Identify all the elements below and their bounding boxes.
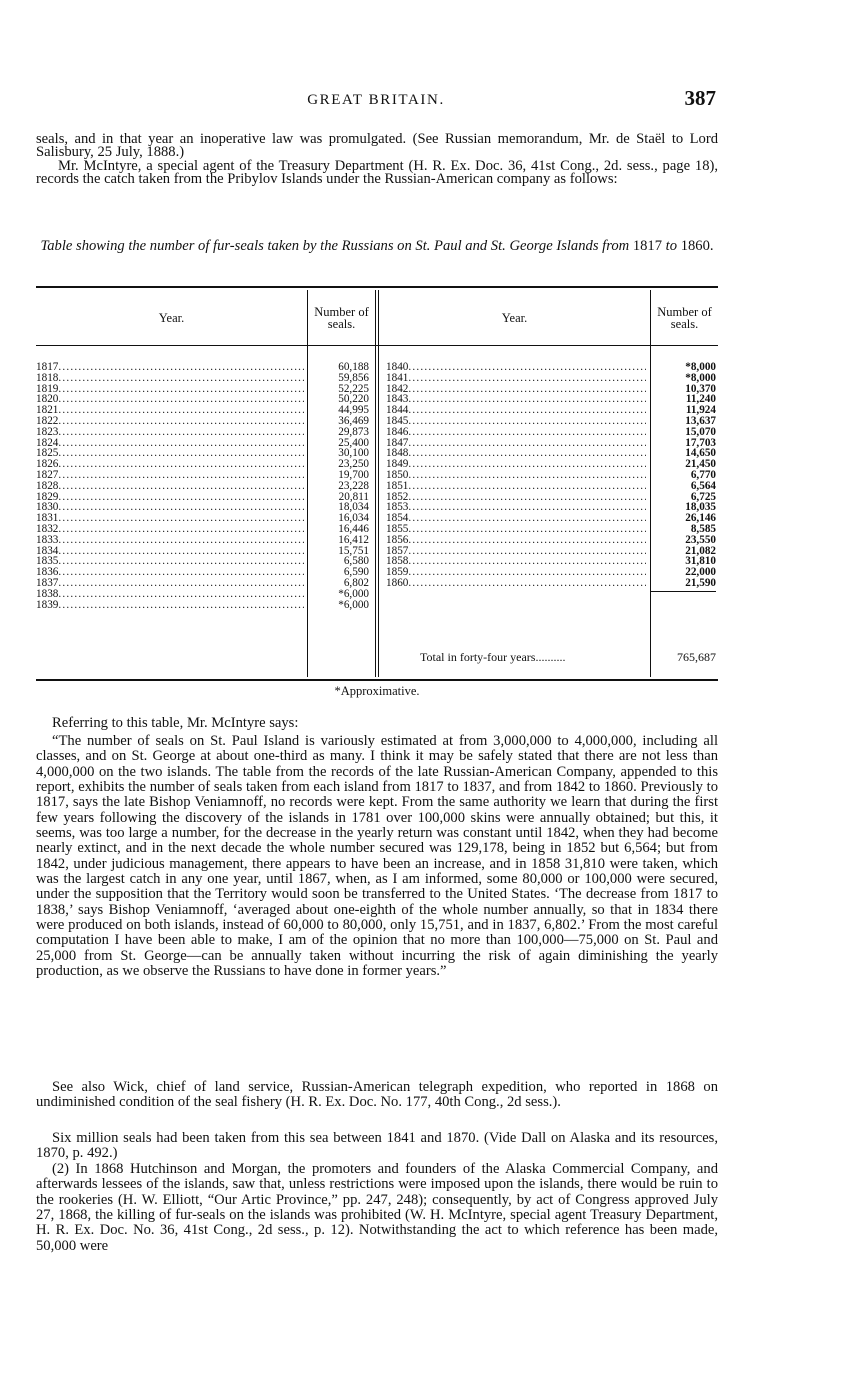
table-row-value: 18,035 [685, 502, 716, 514]
total-rule [651, 591, 716, 592]
table-row-year: 1834 ..... [36, 546, 304, 557]
table-row-year: 1823 ..... [36, 427, 304, 438]
table-row-year: 1843 ..... [386, 394, 646, 405]
table-row-year: 1839 ..... [36, 600, 304, 611]
table-row-year: 1838 ..... [36, 589, 304, 600]
header-number: Number of seals. [314, 305, 369, 331]
left-value-column [308, 362, 369, 610]
table-row-year: 1849 ..... [386, 459, 646, 470]
table-row-year: 1832 ..... [36, 524, 304, 535]
table-row-value: 26,146 [685, 513, 716, 524]
table-row-value: 25,400 [338, 437, 369, 449]
right-year-column [386, 362, 646, 589]
table-row-year: 1820 ..... [36, 394, 304, 405]
body-paragraph-1: Referring to this table, Mr. McIntyre says: [52, 715, 299, 731]
table-row-year: 1850 ..... [386, 470, 646, 481]
table-row-value: 21,450 [685, 459, 716, 470]
caption-to: to [665, 238, 678, 254]
caption-year-end: 1860. [680, 238, 714, 254]
table-row-year: 1822 ..... [36, 416, 304, 427]
running-head [36, 86, 716, 114]
table-row-value: 20,811 [338, 491, 369, 503]
table-row-value: 44,995 [338, 405, 369, 416]
table-row-year: 1821 ..... [36, 405, 304, 416]
table-row-year: 1835 ..... [36, 556, 304, 567]
table-row-year: 1851 ..... [386, 481, 646, 492]
table-row-value: *8,000 [685, 372, 716, 384]
table-row-year: 1857 ..... [386, 546, 646, 557]
table-row-value: 23,550 [685, 534, 716, 546]
table-row-value: 31,810 [685, 556, 716, 568]
table-row-value: *6,000 [338, 599, 369, 611]
table-row-year: 1829 ..... [36, 492, 304, 503]
table-row-value: 6,564 [690, 480, 716, 492]
table-row-value: 6,725 [690, 491, 716, 503]
running-title: GREAT BRITAIN. [307, 92, 445, 108]
table-row-year: 1858 ..... [386, 556, 646, 567]
table-row-year: 1841 ..... [386, 373, 646, 384]
table-row-year: 1852 ..... [386, 492, 646, 503]
table-row-year: 1847 ..... [386, 438, 646, 449]
table-row-year: 1817 ..... [36, 362, 304, 373]
table-row-value: 14,650 [685, 448, 716, 460]
table-row-value: 6,802 [343, 577, 369, 589]
table-row-year: 1854 ..... [386, 513, 646, 524]
table-row-value: 15,070 [685, 426, 716, 438]
table-row-value: 13,637 [685, 415, 716, 427]
table-row-value: 15,751 [338, 545, 369, 557]
table-row-value: 29,873 [338, 426, 369, 438]
table-row-value: 60,188 [338, 362, 369, 373]
table-row-value: 23,250 [338, 459, 369, 470]
total-value: 765,687 [677, 650, 716, 664]
table-row-value: 23,228 [338, 480, 369, 492]
table-row-value: 10,370 [685, 383, 716, 395]
caption-year-start: 1817 [632, 238, 663, 254]
table-row-year: 1844 ..... [386, 405, 646, 416]
table-footnote: *Approximative. [334, 684, 420, 698]
body-paragraph-4: Six million seals had been taken from this sea between 1841 and 1870. (Vide Dall on Alaska and its resources, 1870, p. 492.) [36, 1130, 718, 1162]
table-row-year: 1856 ..... [386, 535, 646, 546]
header-number-2: Number of seals. [657, 305, 712, 331]
table-row-value: 16,034 [338, 513, 369, 524]
table-row-year: 1819 ..... [36, 384, 304, 395]
caption-text: Table showing the number of fur-seals taken by the Russians on St. Paul and St. George Islands from [40, 238, 630, 254]
body-paragraph-3: See also Wick, chief of land service, Russian-American telegraph expedition, who reported in 1868 on undiminished condition of the seal fishery (H. R. Ex. Doc. No. 177, 40th Cong., 2d sess.). [36, 1079, 718, 1111]
table-row-year: 1826 ..... [36, 459, 304, 470]
table-row-value: 11,924 [685, 405, 716, 416]
table-row-value: 59,856 [338, 372, 369, 384]
table-row-year: 1824 ..... [36, 438, 304, 449]
table-row-year: 1837 ..... [36, 578, 304, 589]
table-row-year: 1859 ..... [386, 567, 646, 578]
table-row-year: 1827 ..... [36, 470, 304, 481]
table-row-value: 19,700 [338, 469, 369, 481]
table-row-year: 1836 ..... [36, 567, 304, 578]
body-paragraph-5: (2) In 1868 Hutchinson and Morgan, the promoters and founders of the Alaska Commercial Company, and afterwards lessees of the islands, saw that, unless restrictions were imposed upon the islands, there would be ruin to the rookeries (H. W. Elliott, “Our Artic Province,” pp. 247, 248); consequently, by act of Congress approved July 27, 1868, the killing of fur-seals on the islands was prohibited (W. H. McIntyre, special agent Treasury Department, H. R. Ex. Doc. No. 36, 41st Cong., 2d sess., p. 12). Notwithstanding the act to which reference has been made, 50,000 were [36, 1161, 718, 1254]
table-row-year: 1860 ..... [386, 578, 646, 589]
table-bottom-rule [36, 679, 718, 681]
table-caption [36, 237, 718, 255]
table-row-year: 1845 ..... [386, 416, 646, 427]
table-row-year: 1853 ..... [386, 502, 646, 513]
table-row-year: 1840 ..... [386, 362, 646, 373]
left-year-column [36, 362, 304, 610]
table-row-value: 36,469 [338, 415, 369, 427]
table-row-value: 11,240 [685, 394, 716, 406]
table-row-year: 1848 ..... [386, 448, 646, 459]
table-row-value: 6,770 [690, 469, 716, 481]
table-row-value: 30,100 [338, 448, 369, 460]
table-row-year: 1833 ..... [36, 535, 304, 546]
table-row-year: 1830 ..... [36, 502, 304, 513]
header-year-2: Year. [501, 311, 528, 325]
table-row-year: 1831 ..... [36, 513, 304, 524]
right-value-column [651, 362, 716, 589]
table-row-value: 52,225 [338, 383, 369, 395]
table-row-value: 22,000 [685, 567, 716, 578]
table-row-value: 50,220 [338, 394, 369, 406]
table-row-value: 17,703 [685, 437, 716, 449]
table-row-value: 6,580 [343, 556, 369, 568]
fur-seal-table [36, 286, 718, 681]
table-row-value: 8,585 [690, 523, 716, 535]
table-row-value: 21,082 [685, 545, 716, 557]
table-row-year: 1828 ..... [36, 481, 304, 492]
page-number: 387 [684, 86, 716, 110]
table-top-rule [36, 286, 718, 288]
intro-paragraph-2: Mr. McIntyre, a special agent of the Treasury Department (H. R. Ex. Doc. 36, 41st Cong., 2d. sess., page 18), records the catch taken from the Pribylov Islands under the Russian-American company as follows: [36, 158, 718, 188]
header-year: Year. [158, 311, 185, 325]
table-row-value: 18,034 [338, 502, 369, 514]
table-row-year: 1842 ..... [386, 384, 646, 395]
body-paragraph-2: “The number of seals on St. Paul Island is variously estimated at from 3,000,000 to 4,000,000, including all classes, and on St. George at about one-third as many. I think it may be safely stated that there are not less than 4,000,000 on the two islands. The table from the records of the late Russian-American Company, appended to this report, exhibits the number of seals taken from each island from 1817 to 1837, and from 1842 to 1860. Previously to 1817, says the late Bishop Veniamnoff, no records were kept. From the same authority we learn that during the first few years following the discovery of the islands in 1781 over 100,000 skins were annually obtained; but this, it seems, was too large a number, for the decrease in the yearly return was constant until 1842, when they had become nearly extinct, and in the next decade the whole number secured was 129,178, being in 1852 but 6,564; but from 1842, under judicious management, there appears to have been an increase, and in 1858 31,810 were taken, which was the largest catch in any one year, until 1867, when, as I am informed, some 80,000 or 100,000 were secured, under the supposition that the Territory would soon be transferred to the United States. ‘The decrease from 1817 to 1838,’ says Bishop Veniamnoff, ‘averaged about one-eighth of the whole number annually, so that in 1834 there were produced on both islands, instead of 60,000 to 80,000, only 15,751, and in 1837, 6,802.’ From the most careful computation I have been able to make, I am of the opinion that no more than 100,000—75,000 on St. Paul and 25,000 from St. George—can be annually taken without incurring the risk of again diminishing the yearly production, as we observe the Russians to have done in former years.” [36, 733, 718, 980]
table-row-year: 1818 ..... [36, 373, 304, 384]
table-row-value: *6,000 [338, 588, 369, 600]
intro-paragraph-1: seals, and in that year an inoperative law was promulgated. (See Russian memorandum, Mr. de Staël to Lord Salisbury, 25 July, 1888.) [36, 131, 718, 161]
table-row-value: 21,590 [685, 577, 716, 589]
table-row-value: *8,000 [685, 362, 716, 373]
table-row-value: 16,412 [338, 534, 369, 546]
table-row-year: 1825 ..... [36, 448, 304, 459]
table-row-value: 6,590 [343, 567, 369, 578]
table-row-value: 16,446 [338, 523, 369, 535]
table-row-year: 1855 ..... [386, 524, 646, 535]
total-label: Total in forty-four years.......... [420, 650, 566, 664]
column-divider-double [375, 290, 379, 677]
table-row-year: 1846 ..... [386, 427, 646, 438]
